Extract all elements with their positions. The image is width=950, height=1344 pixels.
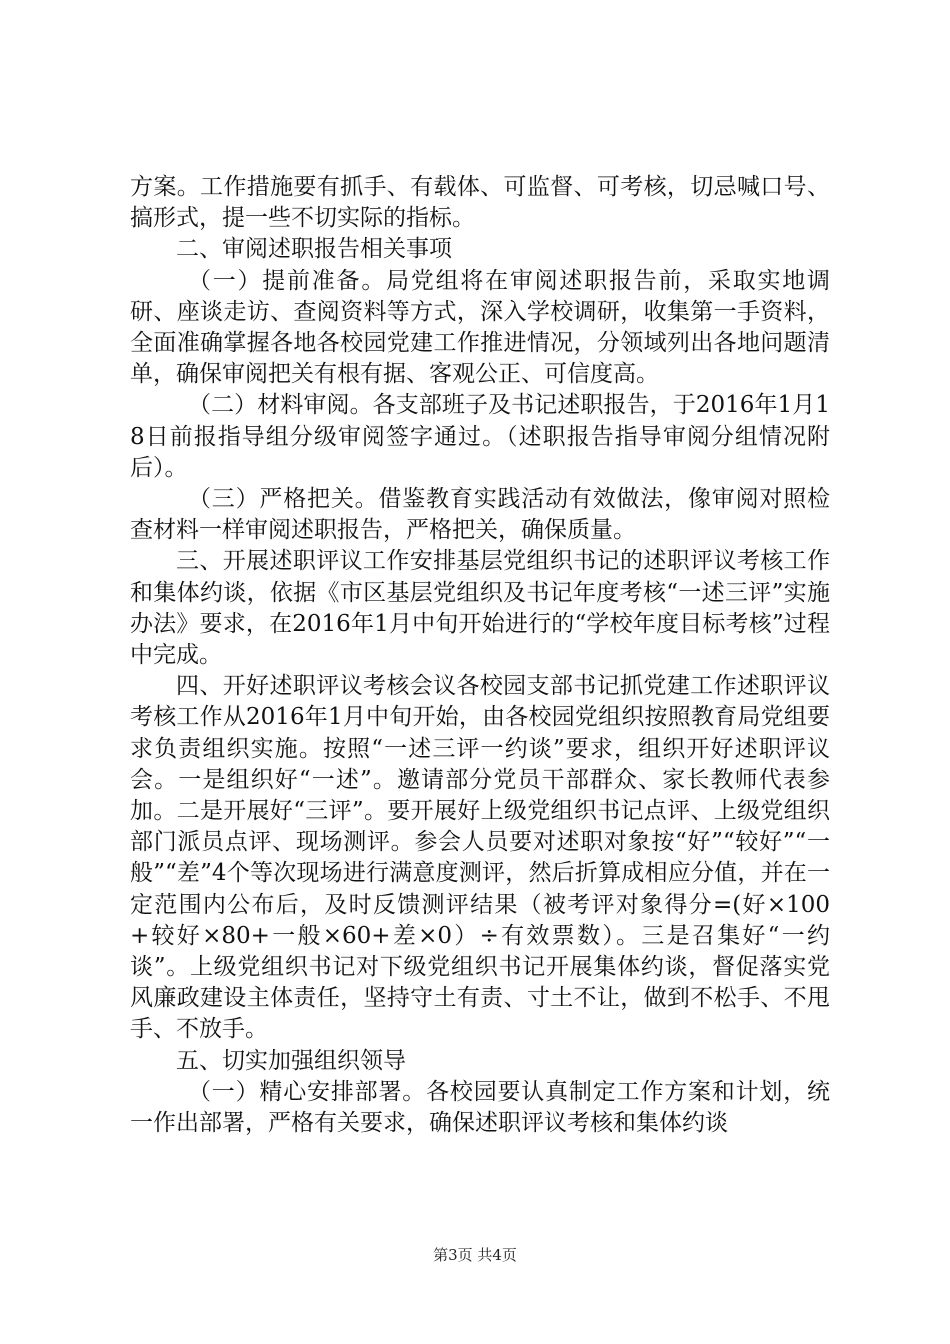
- section-3: 三、开展述职评议工作安排基层党组织书记的述职评议考核工作和集体约谈，依据《市区基层党组织及书记年度考核“一述三评”实施办法》要求，在2016年1月中旬开始进行的“学校年度目标考核”过程中完成。: [130, 548, 830, 669]
- subsection-2-3: （三）严格把关。借鉴教育实践活动有效做法，像审阅对照检查材料一样审阅述职报告，严格把关，确保质量。: [130, 486, 830, 544]
- section-heading-5: 五、切实加强组织领导: [176, 1047, 406, 1074]
- document-body: [130, 172, 830, 1139]
- subsection-2-1: （一）提前准备。局党组将在审阅述职报告前，采取实地调研、座谈走访、查阅资料等方式，深入学校调研，收集第一手资料，全面准确掌握各地各校园党建工作推进情况，分领域列出各地问题清单，确保审阅把关有根有据、客观公正、可信度高。: [130, 267, 830, 388]
- section-4: 四、开好述职评议考核会议各校园支部书记抓党建工作述职评议考核工作从2016年1月中旬开始，由各校园党组织按照教育局党组要求负责组织实施。按照“一述三评一约谈”要求，组织开好述职评议会。一是组织好“一述”。邀请部分党员干部群众、家长教师代表参加。二是开展好“三评”。要开展好上级党组织书记点评、上级党组织部门派员点评、现场测评。参会人员要对述职对象按“好”“较好”“一般”“差”4个等次现场进行满意度测评，然后折算成相应分值，并在一定范围内公布后，及时反馈测评结果（被考评对象得分=(好×100+较好×80+一般×60+差×0）÷有效票数）。三是召集好“一约谈”。上级党组织书记对下级党组织书记开展集体约谈，督促落实党风廉政建设主体责任，坚持守土有责、寸土不让，做到不松手、不甩手、不放手。: [130, 673, 830, 1043]
- paragraph-continuation: 方案。工作措施要有抓手、有载体、可监督、可考核，切忌喊口号、搞形式，提一些不切实际的指标。: [130, 174, 830, 232]
- page-number-footer: 第3页 共4页: [433, 1246, 517, 1264]
- section-heading-2: 二、审阅述职报告相关事项: [176, 236, 452, 263]
- subsection-5-1: （一）精心安排部署。各校园要认真制定工作方案和计划，统一作出部署，严格有关要求，确保述职评议考核和集体约谈: [130, 1078, 830, 1137]
- subsection-2-2: （二）材料审阅。各支部班子及书记述职报告，于2016年1月18日前报指导组分级审阅签字通过。（述职报告指导审阅分组情况附后）。: [130, 392, 830, 481]
